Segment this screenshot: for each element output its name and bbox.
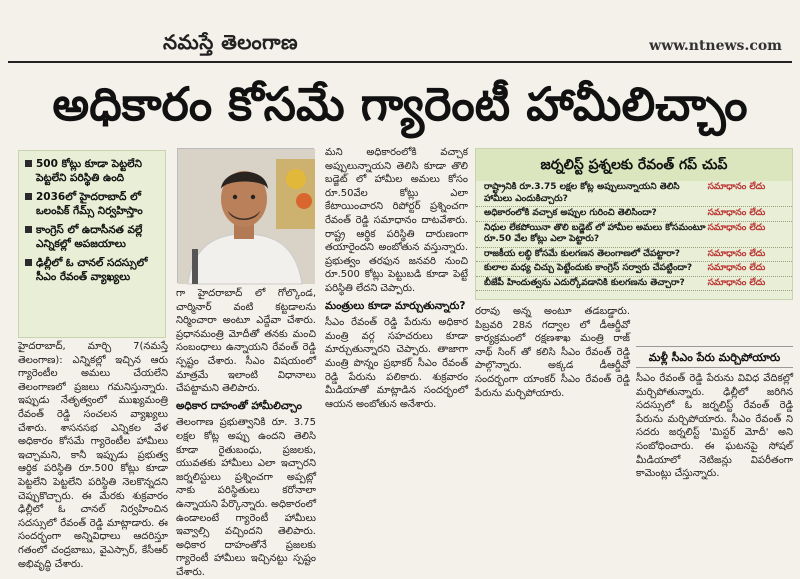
side-box-text — [636, 372, 793, 500]
bullet-icon — [25, 160, 32, 167]
qa-box — [475, 148, 793, 300]
qa-answer: సమాధానం లేదు — [707, 277, 766, 288]
qa-title: జర్నలిస్ట్ ప్రశ్నలకు రేవంత్ గప్ చుప్ — [476, 149, 792, 181]
masthead-rule — [8, 61, 792, 63]
qa-answer: సమాధానం లేదు — [707, 182, 766, 192]
article-text: హైదరాబాద్, మార్చి 7(నమస్తే తెలంగాణ): ఎన్నికల్లో ఇచ్చిన ఆరు గ్యారెంటీల అమలు చేయలేని తెలంగాణలో ప్రజలు గమనిస్తున్నారు. ఇప్పుడు నేతృత్వంలో ముఖ్యమంత్రి రేవంత్ రెడ్డి సంచలన వ్యాఖ్యలు చేశారు. శాసనసభ ఎన్నికల వేళ అధికారం కోసమే గ్యారెంటీల హామీలు ఇచ్చామని, కానీ ఇప్పుడు ప్రభుత్వ ఆర్థిక పరిస్థితి రూ.500 కోట్లు కూడా పెట్టలేని పెట్టలేని పరిస్థితి నెలకొన్నదని చెప్పుకొచ్చారు. ఈ మేరకు శుక్రవారం ఢిల్లీలో ఓ చానల్ నిర్వహించిన సదస్సులో రేవంత్ రెడ్డి మాట్లాడారు. ఈ సందర్భంగా అన్నివిధాలు ఆదరిస్తూ గతంలో చంద్రబాబు, వైఎస్సార్, కేసీఆర్ అభివృద్ధి చేశారు. — [18, 341, 168, 570]
subheading: అధికార దాహంతో హామీలిచ్చాం — [176, 399, 302, 412]
article-text: మని అధికారంలోకి వచ్చాక అప్పులున్నాయని తెలిసి కూడా తొలి బడ్జెట్ లో హామీల అమలు కోసం రూ.50వేల కోట్లు ఎలా కేటాయించారని రిపోర్టర్ ప్రశ్నించగా రేవంత్ రెడ్డి సమాధానం దాటవేశారు. రాష్ట్ర ఆర్థిక పరిస్థితి దారుణంగా తయారైందని అంబోతున వస్తున్నారు. ప్రభుత్వం తరఫున జనవరి నుంచి రూ.500 కోట్లు పెట్టుబడి కూడా పెట్టే పరిస్థితి లేదని చెప్పారు. — [325, 147, 468, 294]
article-text: సీఎం రేవంత్ రెడ్డి పేరును అధికార మంత్రి వర్గ సహచరులు కూడా మార్చుతున్నారని చెప్పారు. తాజాగా మంత్రి పొన్నం ప్రభాకర్ సీఎం రేవంత్ రెడ్డి పేరును పలికారు. శుక్రవారం మీడియాతో మాట్లాడిన సందర్భంలో ఆయన అంబోతున అనేశారు. — [325, 317, 468, 410]
article-column-4 — [475, 305, 630, 500]
highlight-item — [25, 157, 159, 185]
article-column-3 — [325, 146, 468, 500]
bullet-icon — [25, 193, 32, 200]
qa-question: అధికారంలోకి వచ్చాక అప్పుల గురించి తెలిసిందా? — [484, 208, 657, 218]
highlights-box — [18, 150, 166, 338]
qa-row — [476, 277, 792, 292]
qa-row — [476, 248, 792, 263]
bullet-icon — [25, 259, 32, 266]
article-text: రరావు అన్న అంటూ తడబడ్డారు. పిబ్రవరి 28న గద్వాల లో డీఆర్డీవో కార్యక్రమంలో రక్షణశాఖ మంత్రి రాజ్ నాథ్ సింగ్ తో కలిసి సీఎం రేవంత్ రెడ్డి పాల్గొన్నారు. అక్కడ డీఆర్డీవో సందర్భంగా యాంకర్ సీఎం రేవంత్ రెడ్డి పేరును మర్చిపోయారు. — [475, 306, 630, 399]
highlight-item — [25, 223, 159, 251]
article-text: తెలంగాణ ప్రభుత్వానికి రూ. 3.75 లక్షల కోట్ల అప్పు ఉందని తెలిసి కూడా రైతుబంధు, ప్రజలకు, యువతకు హామీలు ఎలా ఇచ్చారని జర్నలిస్టులు ప్రశ్నించగా అప్పట్లో నాకు పరిస్థితులు కరోనాలా ఉన్నాయని పేర్కొన్నారు. అధికారంలో ఉండాలంటే గ్యారెంటీ హామీలు ఇవ్వాల్సి వచ్చిందని తెలిపారు. అధికార దాహంతోనే ప్రజలకు గ్యారెంటీ హామీలు ఇచ్చినట్టు స్పష్టం చేశారు. — [176, 417, 316, 578]
highlight-text: కాంగ్రెస్ లో ఉదాసీనత వల్లే ఎన్నికల్లో అపజయాలు — [36, 224, 143, 250]
qa-answer: సమాధానం లేదు — [707, 263, 766, 273]
qa-row — [476, 222, 792, 248]
subheading: మంత్రులు కూడా మార్చుతున్నారు? — [325, 299, 466, 312]
qa-row — [476, 181, 792, 207]
masthead — [0, 0, 800, 62]
qa-question: బీజేపీ హిందుత్వను ఎదుర్కోవడానికి కులగణను తెచ్చారా? — [484, 277, 685, 288]
bullet-icon — [25, 226, 32, 233]
paper-name: నమస్తే తెలంగాణ — [163, 30, 299, 54]
qa-question: రాజకీయ లబ్ధి కోసమే కులగణన తెలంగాణలో చేపట్టారా? — [484, 248, 680, 259]
article-column-1 — [18, 340, 168, 570]
article-text: గా హైదరాబాద్ లో గోల్కొండ, చార్మినార్ వంటి కట్టడాలను నిర్మించారా అంటూ ఎద్దేవా చేశారు. ప్రధానమంత్రి మోదీతో తనకు మంచి సంబంధాలు ఉన్నాయని రేవంత్ రెడ్డి స్పష్టం చేశారు. సీఎం విషయంలో మాత్రమే ఇలాంటి విధానాలు చేపట్టామని తెలిపారు. — [176, 288, 316, 395]
qa-question: కులాల మధ్య చిచ్చు పెట్టేందుకు కాంగ్రెస్ సర్వారు చేపట్టిందా? — [484, 263, 693, 273]
main-headline: అధికారం కోసమే గ్యారెంటీ హామీలిచ్చాం — [52, 77, 748, 131]
qa-answer: సమాధానం లేదు — [707, 248, 766, 259]
site-url[interactable]: www.ntnews.com — [649, 38, 782, 54]
highlight-text: 2036లో హైదరాబాద్ లో ఒలంపిక్ గేమ్స్ నిర్వహిస్తాం — [36, 191, 143, 217]
highlight-text: 500 కోట్లు కూడా పెట్టలేని పెట్టలేని పరిస్థితి ఉంది — [36, 158, 142, 184]
article-text: సీఎం రేవంత్ రెడ్డి పేరును వివిధ వేదికల్లో మర్చిపోతున్నారు. ఢిల్లీలో జరిగిన సదస్సులో ఓ జర్నలిస్ట్ రేవంత్ రెడ్డి పేరును మర్చిపోయారు. సీఎం రేవంత్ ని సదరు జర్నలిస్ట్ 'మిస్టర్ మోదీ' అని సంబోధించారు. ఈ ఘటనపై సోషల్ మీడియాలో నెటిజన్లు విపరీతంగా కామెంట్లు చేస్తున్నారు. — [636, 373, 793, 480]
highlight-item — [25, 190, 159, 218]
qa-question: రాష్ట్రానికి రూ.3.75 లక్షల కోట్ల అప్పులున్నాయని తెలిసి హామీలు ఎందుకిచ్చారు? — [484, 182, 680, 204]
highlight-text: ఢిల్లీలో ఓ చానల్ సదస్సులో సీఎం రేవంత్ వ్యాఖ్యలు — [36, 257, 148, 283]
qa-row — [476, 262, 792, 277]
highlight-item — [25, 256, 159, 284]
revanth-photo — [177, 148, 314, 283]
side-box-title: మళ్లీ సీఎం పేరు మర్చిపోయారు — [636, 346, 793, 368]
qa-answer: సమాధానం లేదు — [707, 208, 766, 218]
qa-row — [476, 207, 792, 222]
qa-question: నిధుల లేకపోయినా తొలి బడ్జెట్ లో హామీల అమలు కోసమంటూ రూ.50 వేల కోట్లు ఎలా పెట్టారు? — [484, 222, 706, 244]
article-column-2 — [176, 287, 316, 578]
qa-answer: సమాధానం లేదు — [707, 222, 766, 233]
